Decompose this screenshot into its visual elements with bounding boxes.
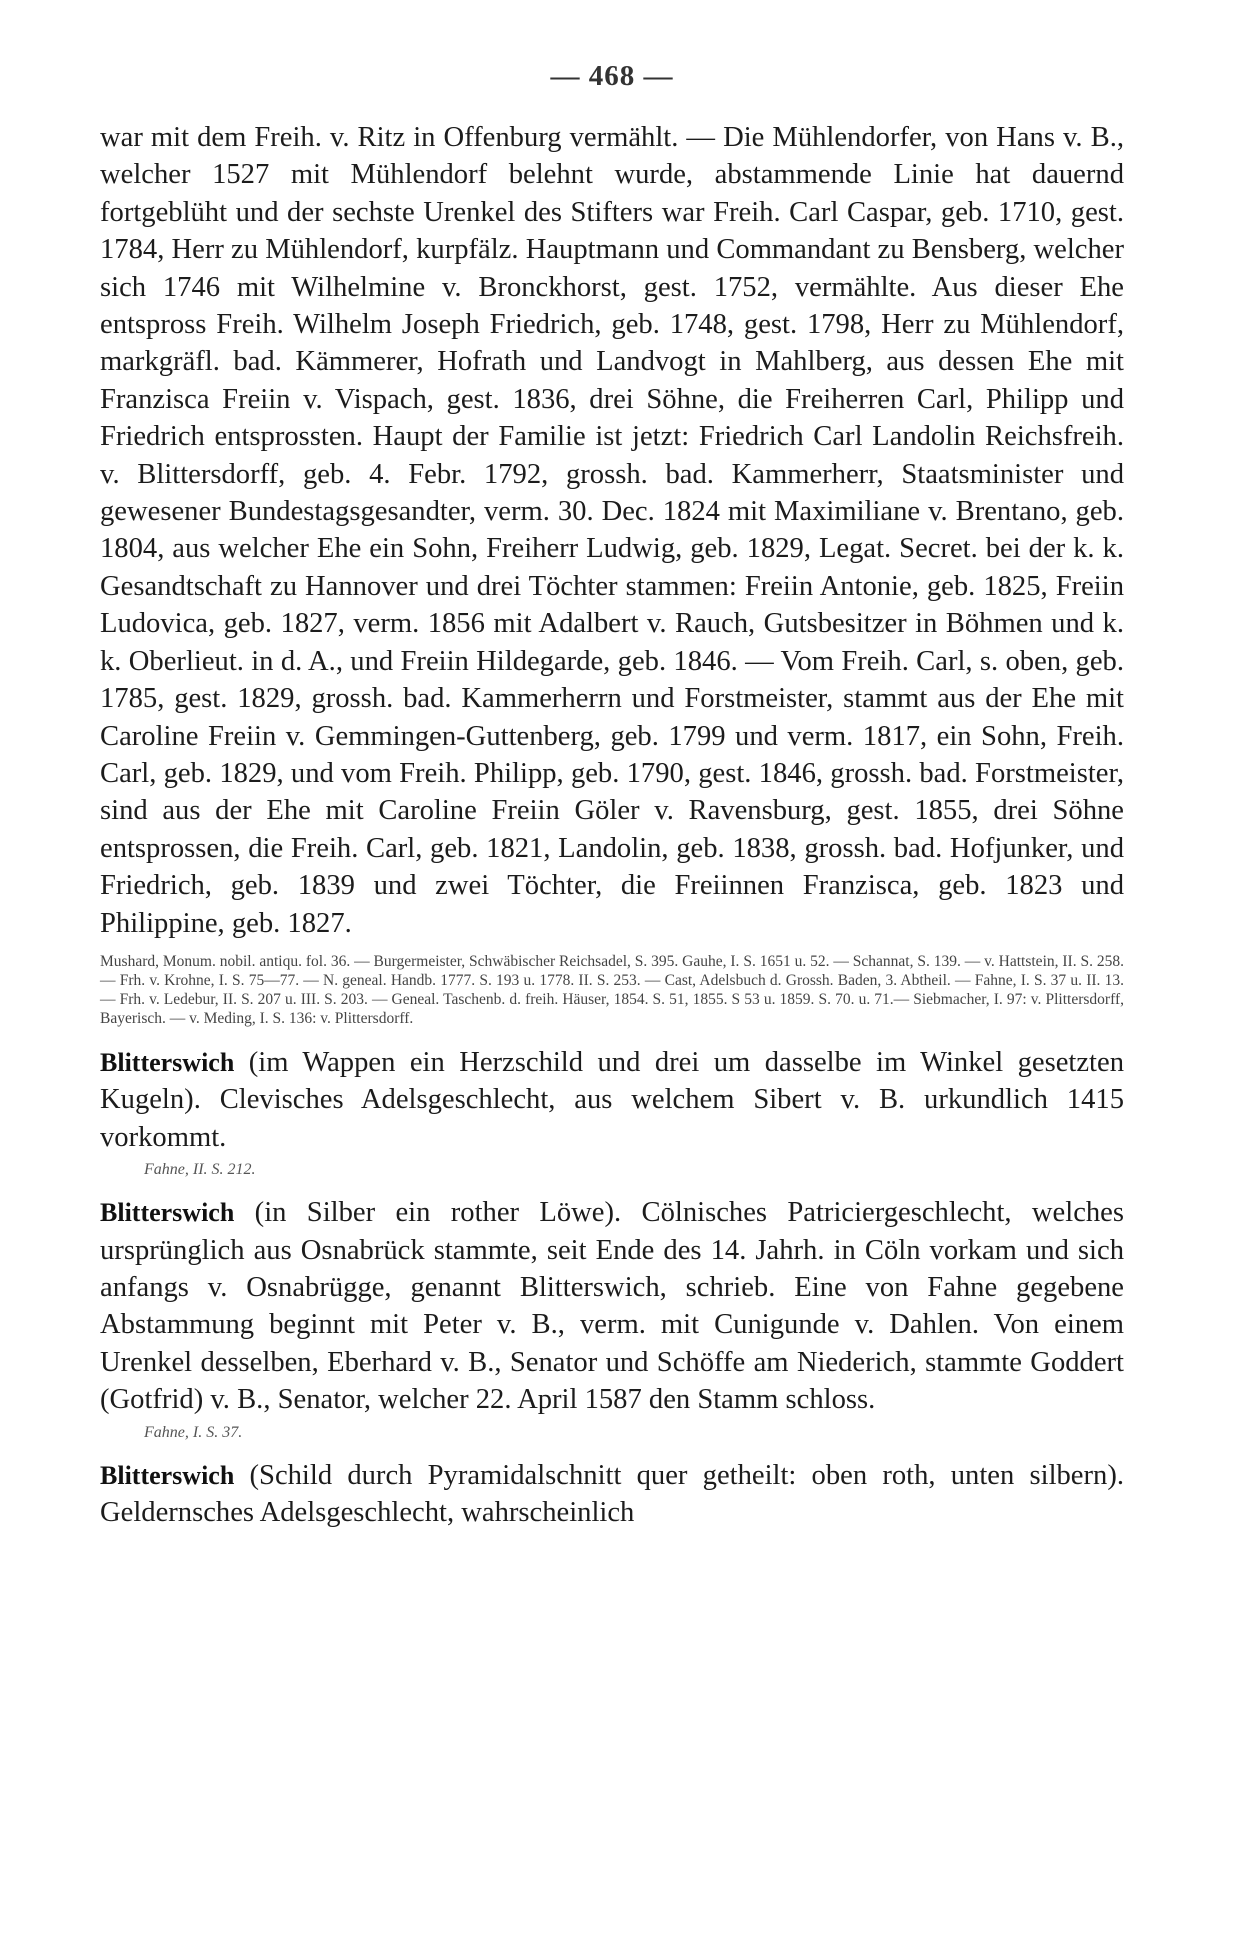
entry-text: (in Silber ein rother Löwe). Cölnisches Patriciergeschlecht, welches ursprünglich aus Osnabrück stammte, seit Ende des 14. Jahrh. in Cöln vorkam und sich anfangs v. Osnabrügge, genannt Blitterswich, schrieb. Eine von Fahne gegebene Abstammung beginnt mit Peter v. B., verm. mit Cunigunde v. Dahlen. Von einem Urenkel desselben, Eberhard v. B., Senator und Schöffe am Niederich, stammte Goddert (Gotfrid) v. B., Senator, welcher 22. April 1587 den Stamm schloss. bbox=[100, 1197, 1124, 1416]
main-paragraph: war mit dem Freih. v. Ritz in Offenburg vermählt. — Die Mühlendorfer, von Hans v. B., welcher 1527 mit Mühlendorf belehnt wurde, abstammende Linie hat dauernd fortgeblüht und der sechste Urenkel des Stifters war Freih. Carl Caspar, geb. 1710, gest. 1784, Herr zu Mühlendorf, kurpfälz. Hauptmann und Commandant zu Bensberg, welcher sich 1746 mit Wilhelmine v. Bronckhorst, gest. 1752, vermählte. Aus dieser Ehe entspross Freih. Wilhelm Joseph Friedrich, geb. 1748, gest. 1798, Herr zu Mühlendorf, markgräfl. bad. Kämmerer, Hofrath und Landvogt in Mahlberg, aus dessen Ehe mit Franzisca Freiin v. Vispach, gest. 1836, drei Söhne, die Freiherren Carl, Philipp und Friedrich entsprossten. Haupt der Familie ist jetzt: Friedrich Carl Landolin Reichsfreih. v. Blittersdorff, geb. 4. Febr. 1792, grossh. bad. Kammerherr, Staatsminister und gewesener Bundestagsgesandter, verm. 30. Dec. 1824 mit Maximiliane v. Brentano, geb. 1804, aus welcher Ehe ein Sohn, Freiherr Ludwig, geb. 1829, Legat. Secret. bei der k. k. Gesandtschaft zu Hannover und drei Töchter stammen: Freiin Antonie, geb. 1825, Freiin Ludovica, geb. 1827, verm. 1856 mit Adalbert v. Rauch, Gutsbesitzer in Böhmen und k. k. Oberlieut. in d. A., und Freiin Hildegarde, geb. 1846. — Vom Freih. Carl, s. oben, geb. 1785, gest. 1829, grossh. bad. Kammerherrn und Forstmeister, stammt aus der Ehe mit Caroline Freiin v. Gemmingen-Guttenberg, geb. 1799 und verm. 1817, ein Sohn, Freih. Carl, geb. 1829, und vom Freih. Philipp, geb. 1790, gest. 1846, grossh. bad. Forstmeister, sind aus der Ehe mit Caroline Freiin Göler v. Ravensburg, gest. 1855, drei Söhne entsprossen, die Freih. Carl, geb. 1821, Landolin, geb. 1838, grossh. bad. Hofjunker, und Friedrich, geb. 1839 und zwei Töchter, die Freiinnen Franzisca, geb. 1823 und Philippine, geb. 1827. bbox=[100, 122, 1124, 939]
entry-name: Blitterswich bbox=[100, 1460, 235, 1490]
entry-blitterswich-3 bbox=[100, 1457, 1124, 1532]
book-page bbox=[100, 60, 1124, 1531]
entry-name: Blitterswich bbox=[100, 1047, 235, 1077]
entry-source: Fahne, II. S. 212. bbox=[144, 1161, 256, 1179]
page-number: — 468 — bbox=[550, 60, 674, 92]
entry-name: Blitterswich bbox=[100, 1198, 235, 1228]
entry-source: Fahne, I. S. 37. bbox=[144, 1423, 243, 1441]
sources-block: Mushard, Monum. nobil. antiqu. fol. 36. — Burgermeister, Schwäbischer Reichsadel, S. 395. Gauhe, I. S. 1651 u. 52. — Schannat, S. 139. — v. Hattstein, II. S. 258. — Frh. v. Krohne, I. S. 75—77. — N. geneal. Handb. 1777. S. 193 u. 1778. II. S. 253. — Cast, Adelsbuch d. Grossh. Baden, 3. Abtheil. — Fahne, I. S. 37 u. II. 13. — Frh. v. Ledebur, II. S. 207 u. III. S. 203. — Geneal. Taschenb. d. freih. Häuser, 1854. S. 51, 1855. S 53 u. 1859. S. 70. u. 71.— Siebmacher, I. 97: v. Plittersdorff, Bayerisch. — v. Meding, I. S. 136: v. Plittersdorff. bbox=[100, 952, 1124, 1027]
entry-blitterswich-2 bbox=[100, 1194, 1124, 1418]
entry-text: (im Wappen ein Herzschild und drei um dasselbe im Winkel gesetzten Kugeln). Clevisches Adelsgeschlecht, aus welchem Sibert v. B. urkundlich 1415 vorkommt. bbox=[100, 1046, 1124, 1153]
entry-blitterswich-1 bbox=[100, 1044, 1124, 1156]
entry-text: (Schild durch Pyramidalschnitt quer getheilt: oben roth, unten silbern). Geldernsches Adelsgeschlecht, wahrscheinlich bbox=[100, 1459, 1124, 1528]
